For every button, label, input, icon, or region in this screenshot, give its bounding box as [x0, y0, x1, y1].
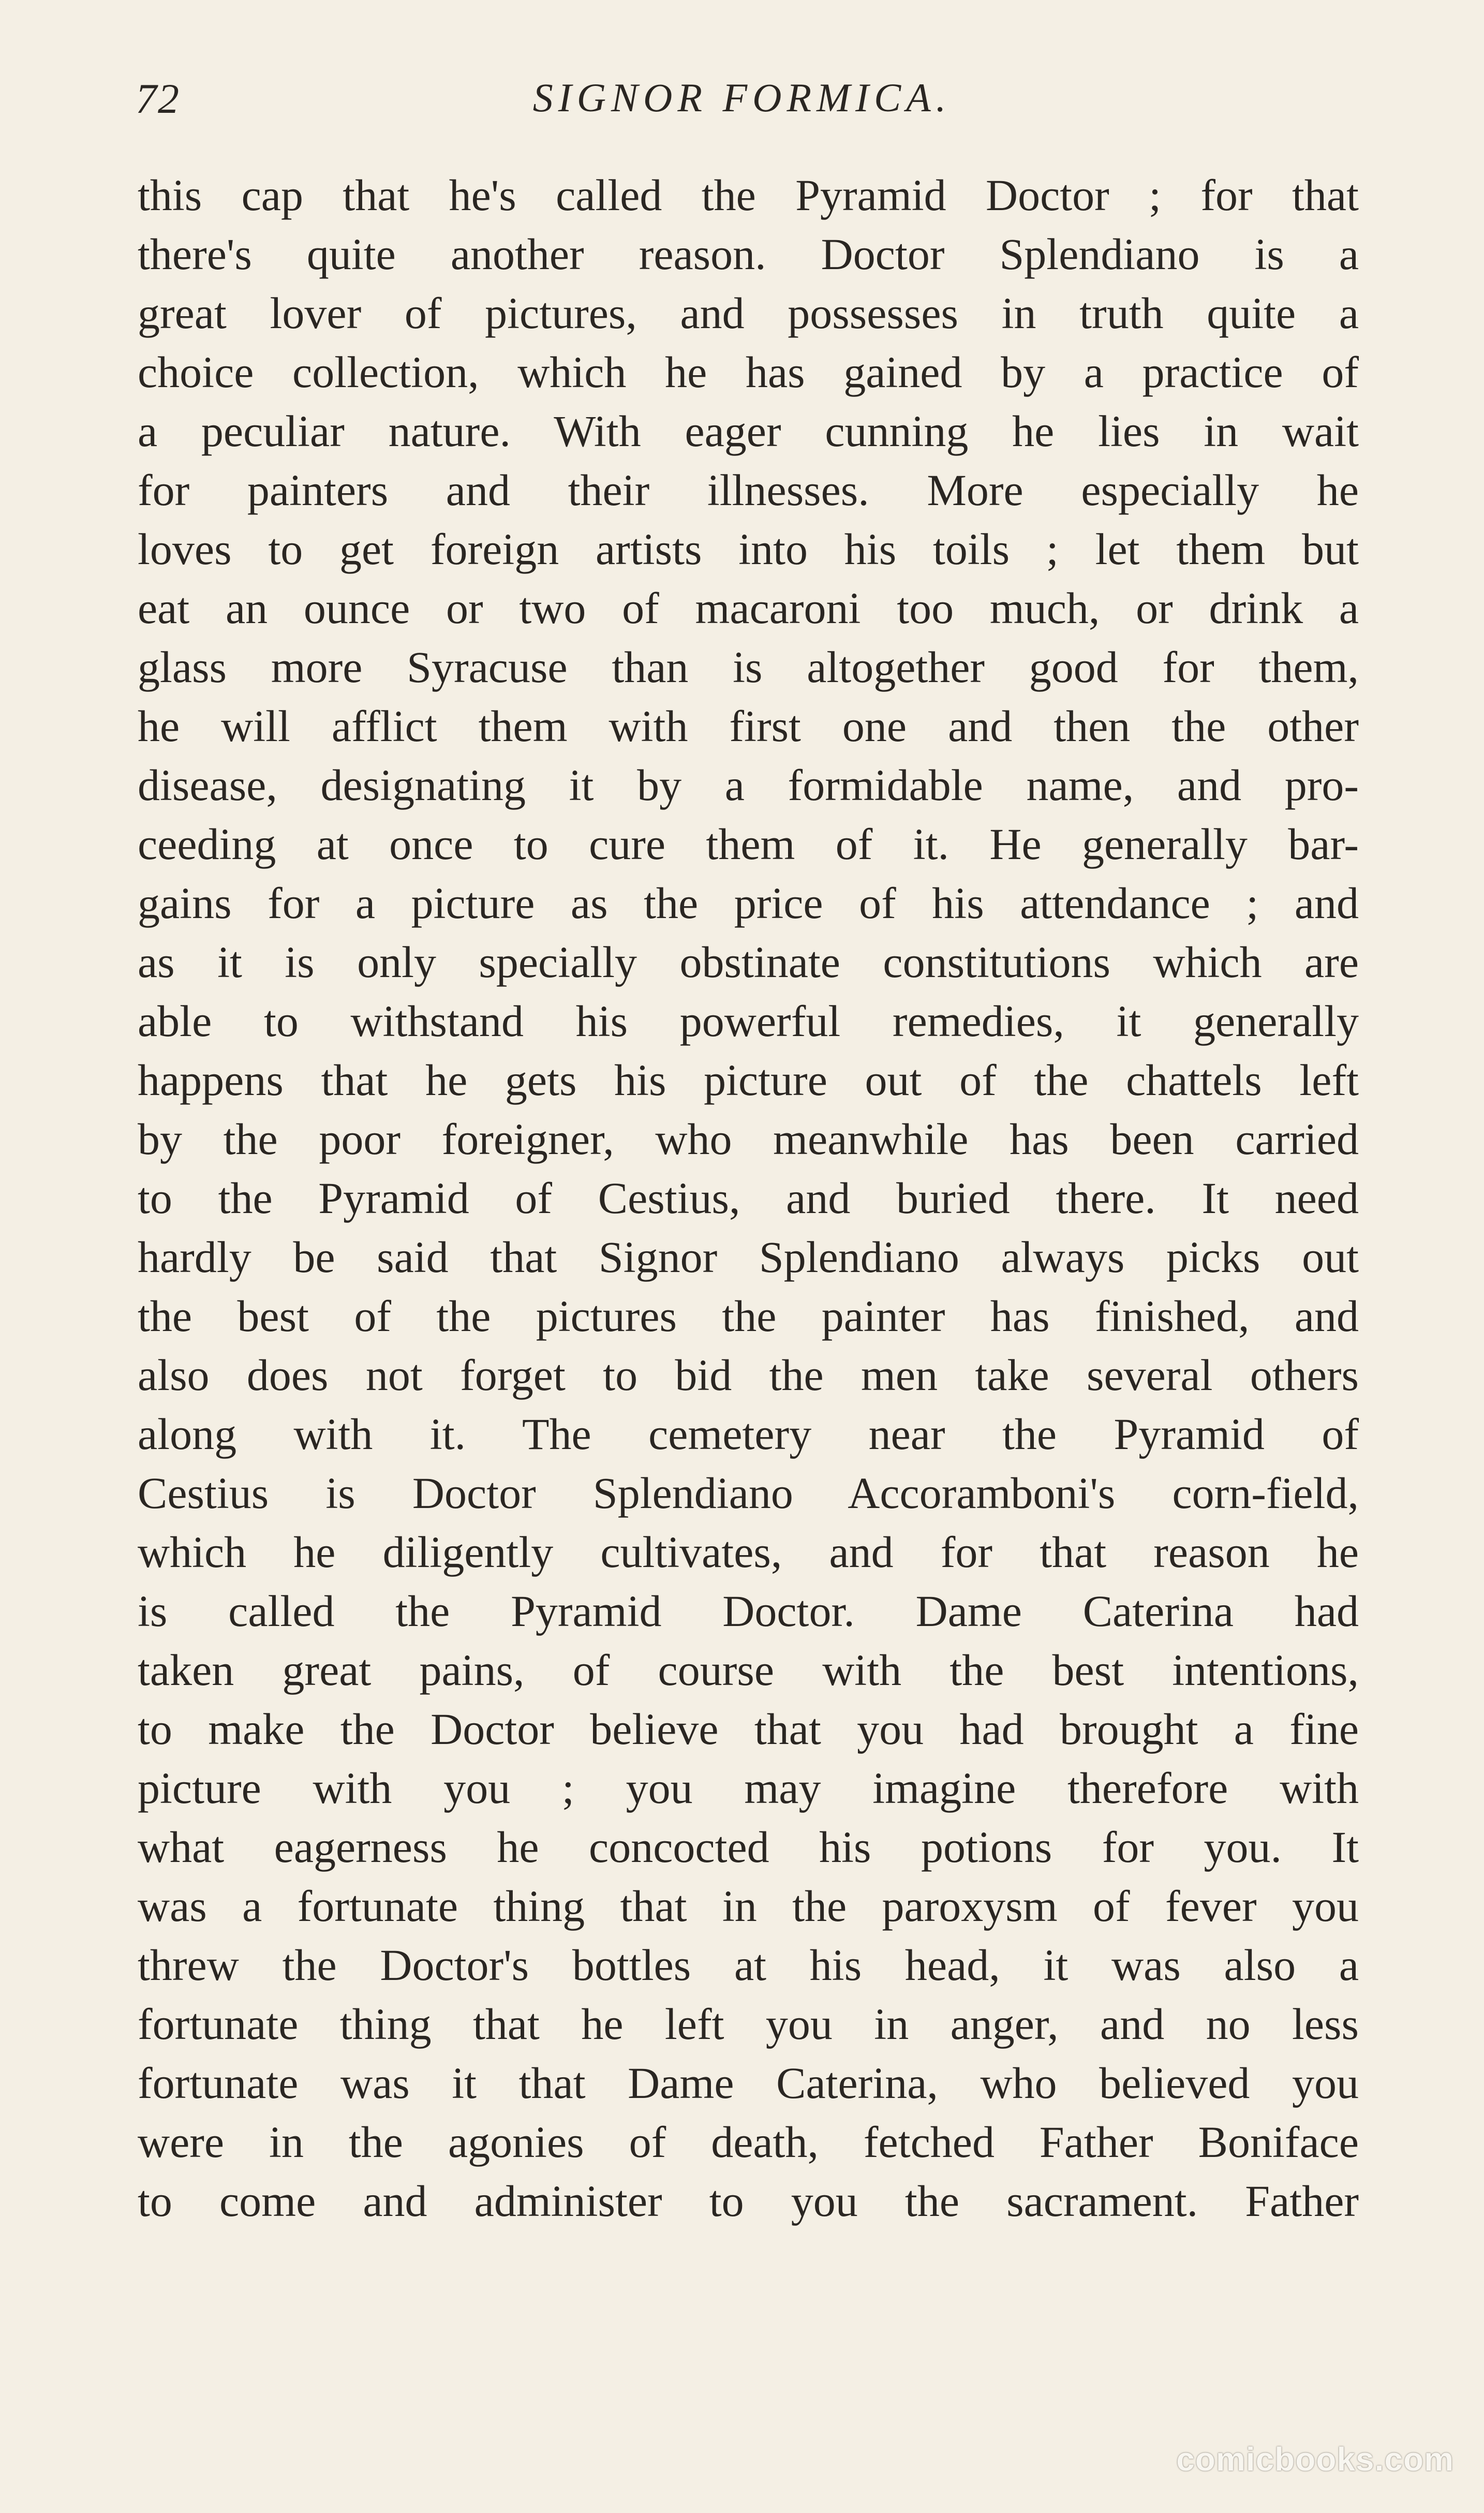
text-line: what eagerness he concocted his potions for you. It: [138, 1822, 1359, 1872]
page-number: 72: [136, 75, 180, 122]
running-head: SIGNOR FORMICA.: [532, 75, 952, 120]
text-line: fortunate was it that Dame Caterina, who believed you: [138, 2058, 1359, 2108]
text-line: able to withstand his powerful remedies, it generally: [138, 996, 1359, 1046]
body-text: [138, 166, 1359, 2230]
text-line: fortunate thing that he left you in anger, and no less: [138, 1999, 1359, 2049]
text-line: to the Pyramid of Cestius, and buried there. It need: [138, 1173, 1359, 1223]
text-line: this cap that he's called the Pyramid Doctor ; for that: [138, 170, 1359, 220]
text-line: threw the Doctor's bottles at his head, it was also a: [138, 1940, 1359, 1990]
text-line: taken great pains, of course with the best intentions,: [138, 1645, 1359, 1695]
text-line: he will afflict them with first one and then the other: [138, 701, 1359, 751]
text-line: is called the Pyramid Doctor. Dame Caterina had: [138, 1586, 1359, 1636]
text-line: as it is only specially obstinate constitutions which are: [138, 937, 1359, 987]
watermark: comicbooks.com: [1176, 2441, 1454, 2478]
text-line: glass more Syracuse than is altogether good for them,: [138, 642, 1359, 692]
text-line: great lover of pictures, and possesses in truth quite a: [138, 288, 1359, 338]
text-line: to come and administer to you the sacrament. Father: [138, 2176, 1359, 2226]
text-line: were in the agonies of death, fetched Father Boniface: [138, 2117, 1359, 2167]
text-line: to make the Doctor believe that you had brought a fine: [138, 1704, 1359, 1754]
text-line: for painters and their illnesses. More especially he: [138, 465, 1359, 515]
text-line: loves to get foreign artists into his toils ; let them but: [138, 524, 1359, 574]
text-line: was a fortunate thing that in the paroxysm of fever you: [138, 1881, 1359, 1931]
text-line: also does not forget to bid the men take several others: [138, 1350, 1359, 1400]
text-line: there's quite another reason. Doctor Splendiano is a: [138, 229, 1359, 279]
text-line: which he diligently cultivates, and for that reason he: [138, 1527, 1359, 1577]
text-line: disease, designating it by a formidable name, and pro-: [138, 760, 1359, 810]
text-line: a peculiar nature. With eager cunning he lies in wait: [138, 406, 1359, 456]
text-line: eat an ounce or two of macaroni too much, or drink a: [138, 583, 1359, 633]
text-line: by the poor foreigner, who meanwhile has been carried: [138, 1114, 1359, 1164]
text-line: picture with you ; you may imagine therefore with: [138, 1763, 1359, 1813]
text-line: along with it. The cemetery near the Pyramid of: [138, 1409, 1359, 1459]
text-line: gains for a picture as the price of his attendance ; and: [138, 878, 1359, 928]
text-line: happens that he gets his picture out of the chattels left: [138, 1055, 1359, 1105]
text-line: choice collection, which he has gained by a practice of: [138, 347, 1359, 397]
text-line: hardly be said that Signor Splendiano always picks out: [138, 1232, 1359, 1282]
text-line: the best of the pictures the painter has finished, and: [138, 1291, 1359, 1341]
text-line: ceeding at once to cure them of it. He generally bar-: [138, 819, 1359, 869]
text-line: Cestius is Doctor Splendiano Accoramboni's corn-field,: [138, 1468, 1359, 1518]
